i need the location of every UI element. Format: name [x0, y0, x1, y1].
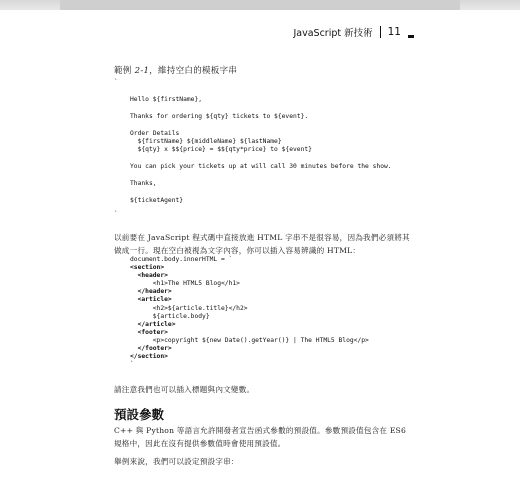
code-line: <h1>The HTML5 Blog</h1>: [130, 280, 240, 288]
code-line: [130, 155, 392, 163]
code-line: Order Details: [130, 129, 180, 137]
code-line: ${ticketAgent}: [130, 196, 184, 204]
caption-number: 2-1: [134, 66, 150, 76]
page-number: 11: [387, 26, 401, 38]
code-line: document.body.innerHTML = `: [130, 256, 233, 263]
code-line: </header>: [130, 288, 172, 296]
code-line: <section>: [130, 264, 165, 272]
html-template-code: [130, 256, 369, 369]
code-line: [130, 188, 392, 196]
code-line: ${article.body}: [130, 312, 210, 320]
code-end-mark: `: [114, 210, 118, 219]
code-line: </section>: [130, 353, 168, 361]
section-heading: 預設參數: [114, 407, 165, 422]
code-line: You can pick your tickets up at will call 30 minutes before the show.: [130, 163, 392, 171]
code-line: Hello ${firstName},: [130, 96, 203, 103]
caption-text: ，維持空白的模板字串: [149, 66, 238, 76]
code-line: Thanks for ordering ${qty} tickets to ${event}.: [130, 112, 309, 120]
code-line: <p>copyright ${new Date().getYear()} | The HTML5 Blog</p>: [130, 336, 369, 344]
header-mark: [408, 35, 414, 38]
paragraph-variables-note: 請注意我們也可以插入標題與內文變數。: [114, 385, 255, 394]
code-line: <h2>${article.title}</h2>: [130, 304, 248, 312]
paragraph-default-params: C++ 與 Python 等語言允許開發者宣告函式參數的預設值。參數預設值包含在 ES6 規格中，因此在沒有提供參數值時會使用預設值。: [114, 426, 406, 448]
paragraph-html-intro: 以前要在 JavaScript 程式碼中直接放進 HTML 字串不是很容易，因為我們必須將其做成一行。現在空白被視為文字內容，你可以插入容易辨識的 HTML：: [114, 233, 410, 255]
paragraph-example-intro: 舉例來說，我們可以設定預設字串：: [114, 457, 239, 466]
code-line: [130, 104, 392, 112]
running-header: [114, 24, 414, 40]
page-top-bar-inner: [60, 0, 460, 10]
caption-prefix: 範例: [114, 66, 135, 76]
code-line: <article>: [130, 296, 172, 304]
code-line: <header>: [130, 272, 168, 280]
code-line: <footer>: [130, 328, 168, 336]
code-line: Thanks,: [130, 180, 157, 188]
header-divider: [380, 26, 381, 38]
template-string-code: [130, 96, 392, 205]
page-top-bar: [0, 0, 520, 10]
code-line: [130, 121, 392, 129]
code-line: `: [130, 361, 134, 369]
example-caption: [114, 64, 237, 76]
code-line: ${firstName} ${middleName} ${lastName}: [130, 138, 282, 146]
code-line: </footer>: [130, 345, 172, 353]
code-line: </article>: [130, 320, 176, 328]
code-line: [130, 172, 392, 180]
code-line: ${qty} x $${price} = $${qty*price} to ${event}: [130, 146, 312, 154]
running-header-title: JavaScript 新技術: [293, 28, 373, 39]
code-start-mark: `: [114, 78, 118, 87]
